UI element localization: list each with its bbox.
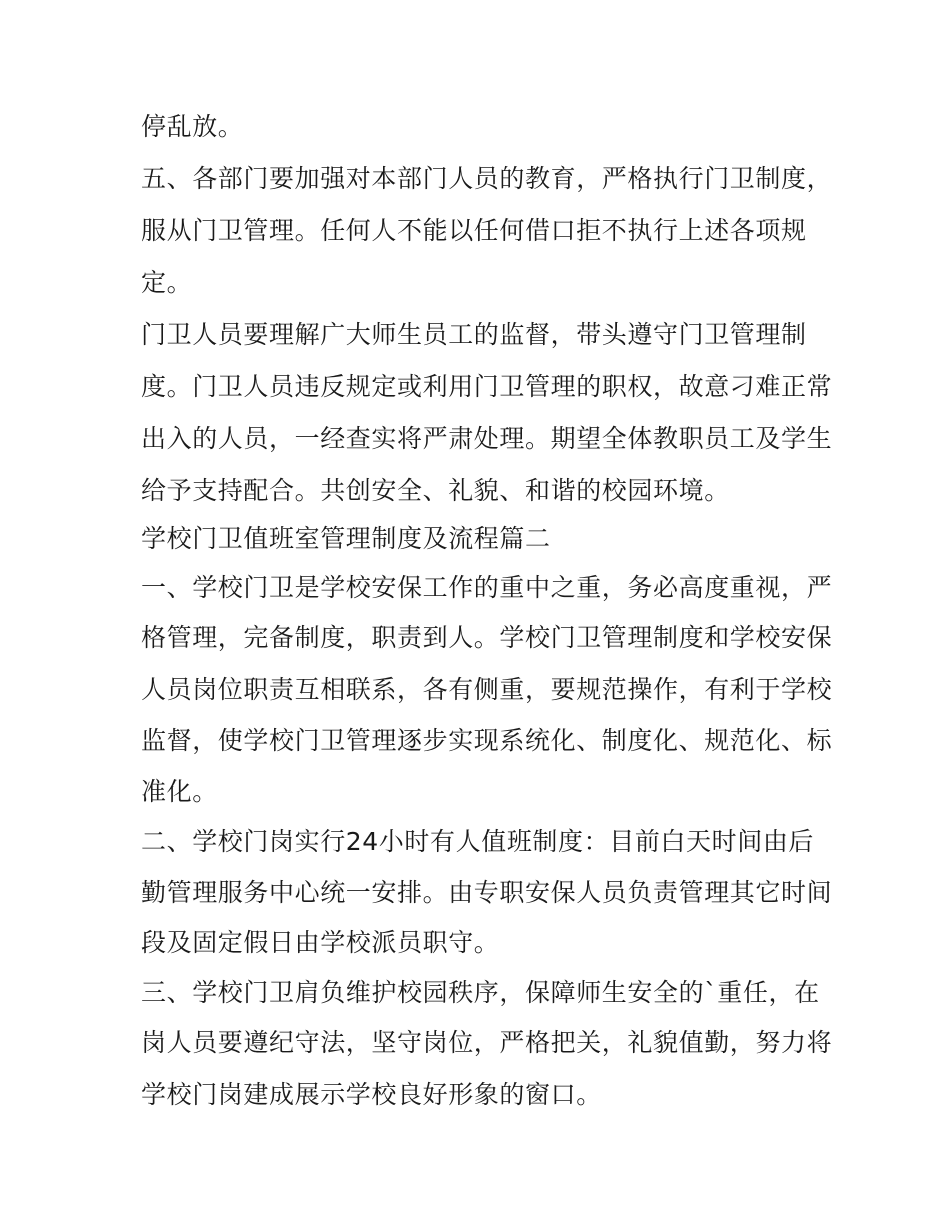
text-line-6: 度。门卫人员违反规定或利用门卫管理的职权，故意刁难正常 bbox=[141, 372, 833, 401]
text-line-12: 人员岗位职责互相联系，各有侧重，要规范操作，有利于学校 bbox=[141, 675, 833, 704]
text-line-13: 监督，使学校门卫管理逐步实现系统化、制度化、规范化、标 bbox=[141, 726, 833, 755]
text-line-18: 三、学校门卫肩负维护校园秩序，保障师生安全的`重任，在 bbox=[141, 978, 820, 1007]
text-line-11: 格管理，完备制度，职责到人。学校门卫管理制度和学校安保 bbox=[141, 623, 833, 652]
text-line-1: 停乱放。 bbox=[141, 112, 244, 141]
section-heading: 学校门卫值班室管理制度及流程篇二 bbox=[141, 524, 551, 553]
text-line-10: 一、学校门卫是学校安保工作的重中之重，务必高度重视，严 bbox=[141, 573, 833, 602]
text-line-8: 给予支持配合。共创安全、礼貌、和谐的校园环境。 bbox=[141, 476, 730, 505]
text-line-20: 学校门岗建成展示学校良好形象的窗口。 bbox=[141, 1080, 602, 1109]
text-line-15: 二、学校门岗实行24小时有人值班制度：目前白天时间由后 bbox=[141, 827, 815, 856]
text-line-5: 门卫人员要理解广大师生员工的监督，带头遵守门卫管理制 bbox=[141, 320, 807, 349]
text-line-14: 准化。 bbox=[141, 777, 218, 806]
text-line-3: 服从门卫管理。任何人不能以任何借口拒不执行上述各项规 bbox=[141, 216, 807, 245]
text-line-17: 段及固定假日由学校派员职守。 bbox=[141, 928, 500, 957]
text-line-2: 五、各部门要加强对本部门人员的教育，严格执行门卫制度， bbox=[141, 164, 833, 193]
text-line-7: 出入的人员，一经查实将严肃处理。期望全体教职员工及学生 bbox=[141, 424, 833, 453]
text-line-19: 岗人员要遵纪守法，坚守岗位，严格把关，礼貌值勤，努力将 bbox=[141, 1028, 833, 1057]
text-line-16: 勤管理服务中心统一安排。由专职安保人员负责管理其它时间 bbox=[141, 878, 833, 907]
text-line-4: 定。 bbox=[141, 268, 193, 297]
